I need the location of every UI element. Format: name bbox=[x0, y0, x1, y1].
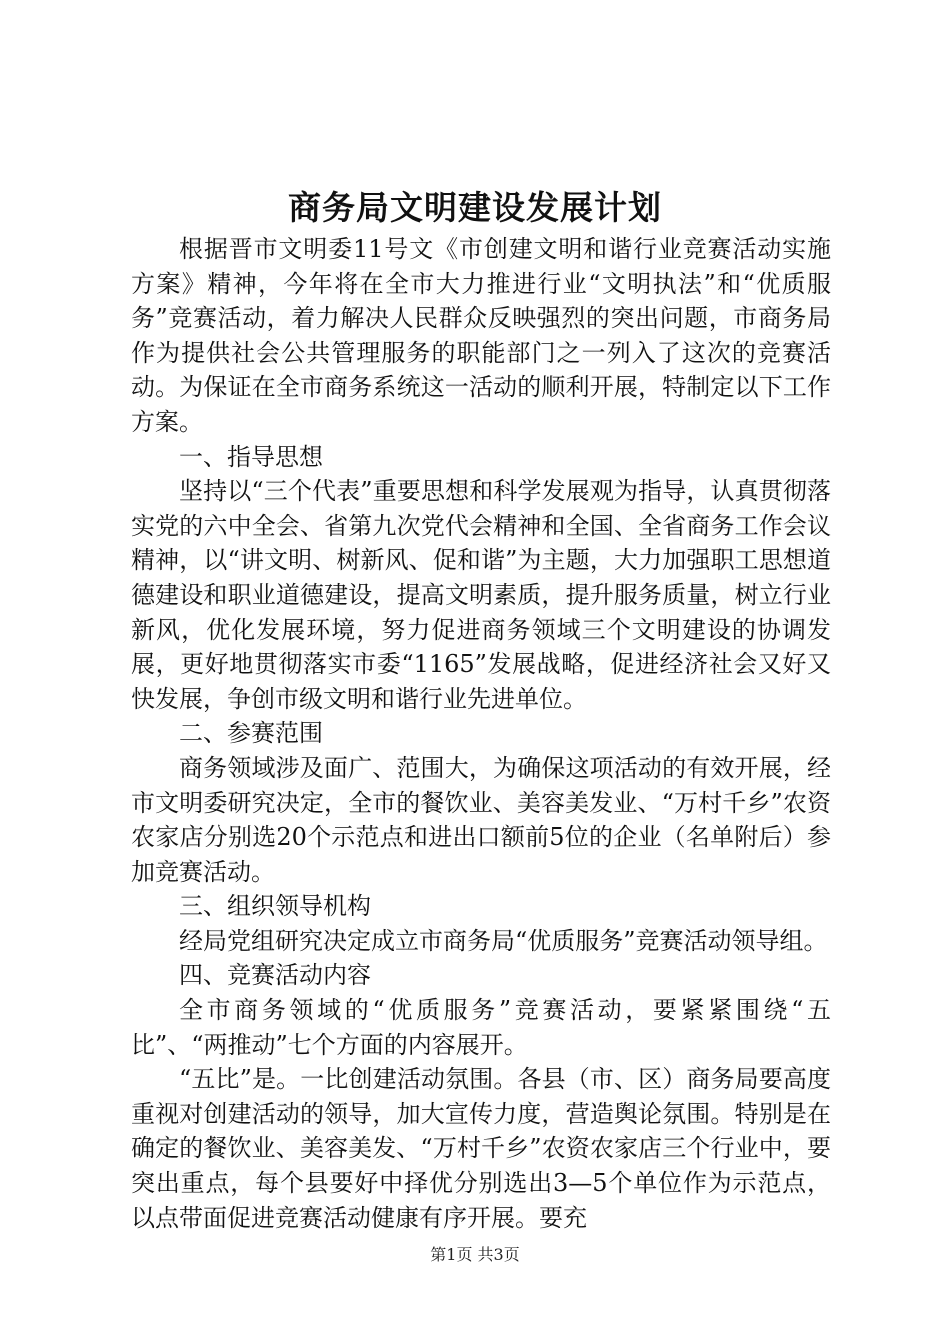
section-heading-activity-content: 四、竞赛活动内容 bbox=[179, 961, 371, 990]
section-heading-guiding-thought: 一、指导思想 bbox=[179, 442, 323, 471]
leadership-paragraph: 经局党组研究决定成立市商务局“优质服务”竞赛活动领导组。 bbox=[179, 926, 828, 955]
section-heading-scope: 二、参赛范围 bbox=[179, 719, 323, 748]
document-body bbox=[131, 232, 831, 1235]
activity-content-paragraph: 全市商务领域的“优质服务”竞赛活动，要紧紧围绕“五比”、“两推动”七个方面的内容展开。 bbox=[131, 996, 831, 1059]
scope-paragraph: 商务领域涉及面广、范围大，为确保这项活动的有效开展，经市文明委研究决定，全市的餐饮业、美容美发业、“万村千乡”农资农家店分别选20个示范点和进出口额前5位的企业（名单附后）参加竞赛活动。 bbox=[131, 753, 831, 886]
document-title: 商务局文明建设发展计划 bbox=[288, 188, 662, 227]
section-heading-leadership: 三、组织领导机构 bbox=[179, 892, 371, 921]
guiding-thought-paragraph: 坚持以“三个代表”重要思想和科学发展观为指导，认真贯彻落实党的六中全会、省第九次党代会精神和全国、全省商务工作会议精神，以“讲文明、树新风、促和谐”为主题，大力加强职工思想道德建设和职业道德建设，提高文明素质，提升服务质量，树立行业新风，优化发展环境，努力促进商务领域三个文明建设的协调发展，更好地贯彻落实市委“1165”发展战略，促进经济社会又好又快发展，争创市级文明和谐行业先进单位。 bbox=[131, 477, 831, 713]
five-comparisons-paragraph: “五比”是。一比创建活动氛围。各县（市、区）商务局要高度重视对创建活动的领导，加大宣传力度，营造舆论氛围。特别是在确定的餐饮业、美容美发、“万村千乡”农资农家店三个行业中，要突出重点，每个县要好中择优分别选出3—5个单位作为示范点，以点带面促进竞赛活动健康有序开展。要充 bbox=[131, 1065, 831, 1232]
page-footer bbox=[0, 1244, 950, 1266]
page-total: 共3页 bbox=[477, 1245, 520, 1264]
intro-paragraph: 根据晋市文明委11号文《市创建文明和谐行业竞赛活动实施方案》精神，今年将在全市大力推进行业“文明执法”和“优质服务”竞赛活动，着力解决人民群众反映强烈的突出问题，市商务局作为提供社会公共管理服务的职能部门之一列入了这次的竞赛活动。为保证在全市商务系统这一活动的顺利开展，特制定以下工作方案。 bbox=[131, 235, 831, 436]
page-number: 第1页 bbox=[430, 1245, 473, 1264]
